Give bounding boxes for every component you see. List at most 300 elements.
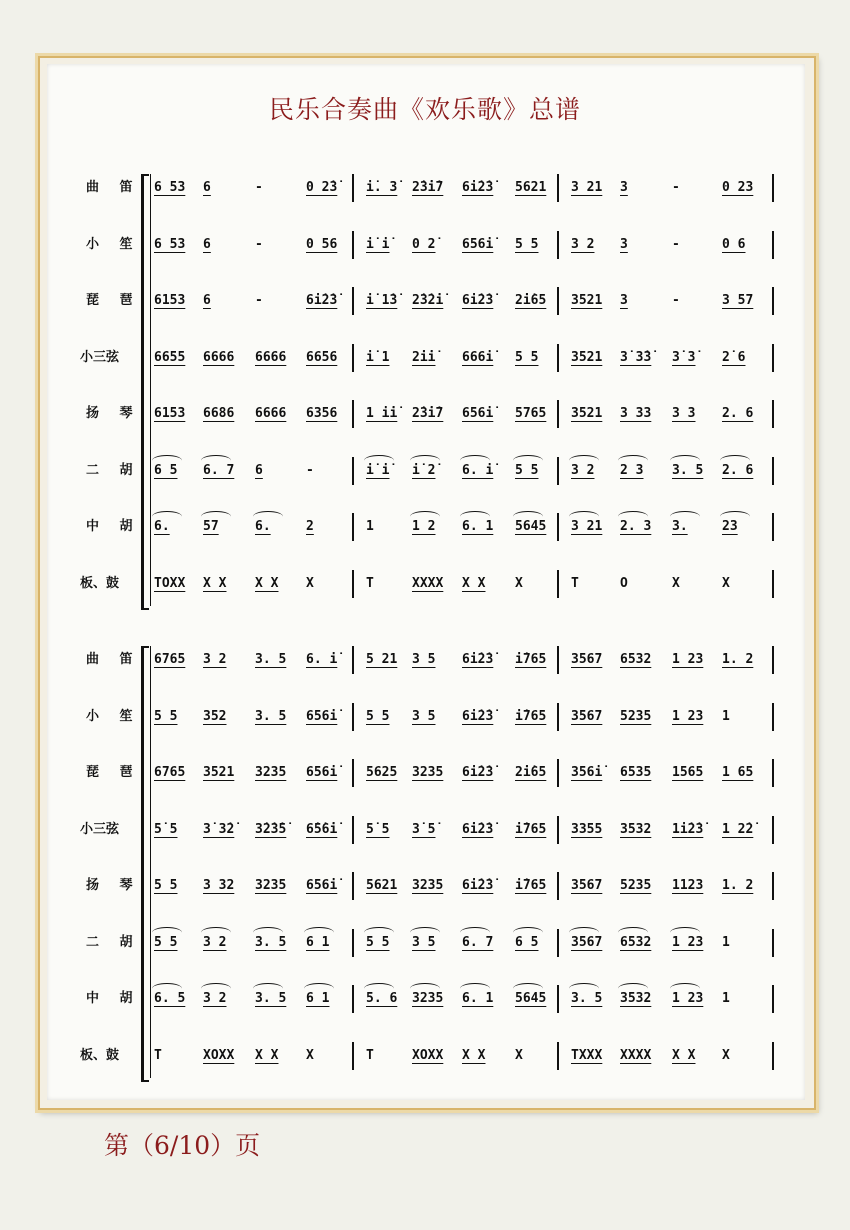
notation-cell: 5235 [620, 878, 652, 893]
staff-row [0, 699, 850, 735]
notation-cell: - [672, 180, 680, 195]
notation-cell: 1 23 [672, 934, 704, 950]
notation-cell: X X [255, 1047, 279, 1063]
instrument-label: 小三弦 [80, 821, 120, 837]
notation-cell: 3. 5 [255, 708, 287, 724]
notation-cell: 0 6 [722, 236, 746, 252]
notation-cell: 6532 [620, 652, 652, 667]
notation-cell: 6. 5 [154, 991, 186, 1006]
notation-cell: 3 2 [203, 652, 227, 667]
notation-cell: 6. i̇ [462, 462, 494, 478]
bar-line [557, 646, 559, 674]
bar-line [772, 344, 774, 372]
notation-cell: 6532 [620, 934, 652, 950]
notation-cell: X [722, 575, 730, 591]
slur-arc [569, 983, 599, 994]
notation-cell: 1 i̇i̇ [366, 406, 398, 421]
bar-line [352, 816, 354, 844]
notation-cell: 5 21 [366, 652, 398, 667]
slur-arc [720, 511, 750, 522]
slur-arc [410, 927, 440, 938]
staff-row [0, 566, 850, 602]
instrument-label: 中 胡 [86, 519, 141, 534]
slur-arc [513, 927, 543, 938]
bar-line [352, 174, 354, 202]
notation-cell: 3355 [571, 821, 603, 837]
notation-cell: 6i̇2̇3̇ [462, 652, 494, 667]
notation-cell: 1i̇2̇3̇ [672, 821, 704, 837]
bar-line [557, 231, 559, 259]
notation-cell: 6 1 [306, 991, 330, 1006]
notation-cell: 656i̇ [462, 236, 494, 252]
instrument-label: 琵 琶 [86, 765, 141, 780]
bar-line [772, 457, 774, 485]
slur-arc [569, 927, 599, 938]
notation-cell: 5 5 [515, 236, 539, 252]
bar-line [772, 703, 774, 731]
staff-row [0, 340, 850, 376]
bar-line [557, 872, 559, 900]
slur-arc [410, 983, 440, 994]
notation-cell: 3 [620, 180, 628, 195]
notation-cell: 6i̇2̇3̇ [462, 765, 494, 780]
notation-cell: 6153 [154, 406, 186, 421]
page-number: 第（6/10）页 [104, 1131, 261, 1160]
notation-cell: 3 2 [203, 991, 227, 1006]
slur-arc [410, 455, 440, 466]
notation-cell: 5̇ 5 [366, 821, 390, 837]
notation-cell: 2̇i̇i̇ [412, 349, 436, 365]
notation-cell: 3 5 [412, 934, 436, 950]
slur-arc [201, 983, 231, 994]
notation-cell: - [255, 180, 263, 195]
slur-arc [152, 455, 182, 466]
notation-cell: 2̇3̇i̇7 [412, 406, 444, 421]
notation-cell: 3. 5 [255, 652, 287, 667]
notation-cell: 3 21 [571, 519, 603, 534]
slur-arc [364, 983, 394, 994]
notation-cell: 2̇3̇2̇i̇ [412, 293, 444, 308]
notation-cell: 6i̇2̇3̇ [462, 708, 494, 724]
notation-cell: 5 5 [366, 934, 390, 950]
slur-arc [618, 927, 648, 938]
notation-cell: 3 2 [203, 934, 227, 950]
notation-cell: 6. 7 [462, 934, 494, 950]
notation-cell: 3 5 [412, 652, 436, 667]
notation-cell: 3567 [571, 934, 603, 950]
notation-cell: 2. 3 [620, 519, 652, 534]
slur-arc [304, 983, 334, 994]
bar-line [772, 985, 774, 1013]
slur-arc [410, 511, 440, 522]
staff-row [0, 981, 850, 1017]
notation-cell: X X [203, 575, 227, 591]
notation-cell: - [672, 293, 680, 308]
slur-arc [618, 983, 648, 994]
notation-cell: 5 5 [154, 878, 178, 893]
notation-cell: 6̇5̇6̇i̇ [306, 821, 338, 837]
notation-cell: 656i̇ [306, 765, 338, 780]
bar-line [772, 816, 774, 844]
notation-cell: 6 53 [154, 180, 186, 195]
notation-cell: 3̇ 3̇2̇ [203, 821, 235, 837]
notation-cell: 2 [306, 519, 314, 534]
instrument-label: 二 胡 [86, 934, 141, 950]
notation-cell: i̇765 [515, 652, 547, 667]
staff-row [0, 227, 850, 263]
bar-line [557, 513, 559, 541]
notation-cell: i̇ 1 [366, 349, 390, 365]
staff-row [0, 925, 850, 961]
notation-cell: 1565 [672, 765, 704, 780]
notation-cell: 1 23 [672, 991, 704, 1006]
notation-cell: 2̇i̇65 [515, 765, 547, 780]
notation-cell: i̇765 [515, 708, 547, 724]
slur-arc [670, 455, 700, 466]
slur-arc [618, 455, 648, 466]
instrument-label: 中 胡 [86, 991, 141, 1006]
staff-row [0, 755, 850, 791]
notation-cell: X X [672, 1047, 696, 1063]
bar-line [557, 985, 559, 1013]
notation-cell: 1 [722, 934, 730, 950]
notation-cell: X [515, 1047, 523, 1063]
slur-arc [618, 511, 648, 522]
notation-cell: T [366, 575, 374, 591]
bar-line [352, 872, 354, 900]
notation-cell: 3567 [571, 652, 603, 667]
notation-cell: 3235 [255, 765, 287, 780]
notation-cell: - [255, 293, 263, 308]
notation-cell: 5645 [515, 519, 547, 534]
notation-cell: 6153 [154, 293, 186, 308]
bar-line [772, 231, 774, 259]
notation-cell: 6i̇2̇3̇ [306, 293, 338, 308]
instrument-label: 曲 笛 [86, 652, 141, 667]
notation-cell: X [722, 1047, 730, 1063]
bar-line [772, 872, 774, 900]
bar-line [557, 344, 559, 372]
notation-cell: 6 [203, 293, 211, 308]
notation-cell: 3 33 [620, 406, 652, 421]
notation-cell: 5235 [620, 708, 652, 724]
notation-cell: 3. [672, 519, 688, 534]
notation-cell: 6 [203, 180, 211, 195]
notation-cell: XXXX [620, 1047, 652, 1063]
staff-row [0, 170, 850, 206]
bar-line [352, 703, 354, 731]
bar-line [557, 287, 559, 315]
notation-cell: 5 5 [515, 349, 539, 365]
notation-cell: 23 [722, 519, 738, 534]
notation-cell: 1. 2 [722, 878, 754, 893]
notation-cell: 0 23 [722, 180, 754, 195]
instrument-label: 小 笙 [86, 236, 141, 252]
notation-cell: X [672, 575, 680, 591]
notation-cell: 5 5 [154, 934, 178, 950]
notation-cell: 3567 [571, 878, 603, 893]
notation-cell: i̇ 2̇ [412, 462, 436, 478]
notation-cell: 57 [203, 519, 219, 534]
page-title: 民乐合奏曲《欢乐歌》总谱 [268, 95, 581, 124]
bar-line [772, 759, 774, 787]
bar-line [557, 759, 559, 787]
slur-arc [152, 511, 182, 522]
notation-cell: 5645 [515, 991, 547, 1006]
notation-cell: 2̇i̇65 [515, 293, 547, 308]
bar-line [772, 1042, 774, 1070]
notation-cell: 6666 [255, 349, 287, 365]
bar-line [557, 174, 559, 202]
bar-line [557, 929, 559, 957]
bar-line [352, 231, 354, 259]
bar-line [557, 400, 559, 428]
notation-cell: 5 5 [515, 462, 539, 478]
slur-arc [670, 511, 700, 522]
bar-line [772, 174, 774, 202]
notation-cell: 656i̇ [306, 878, 338, 893]
staff-row [0, 868, 850, 904]
notation-cell: X X [462, 575, 486, 591]
slur-arc [364, 455, 394, 466]
notation-cell: 6655 [154, 349, 186, 365]
notation-cell: 3521 [571, 406, 603, 421]
notation-cell: 5. 6 [366, 991, 398, 1006]
bar-line [772, 570, 774, 598]
staff-row [0, 453, 850, 489]
slur-arc [460, 511, 490, 522]
notation-cell: i̇ 1̇3̇ [366, 293, 398, 308]
bar-line [352, 400, 354, 428]
notation-cell: 6 [255, 462, 263, 478]
instrument-label: 板、鼓 [80, 1047, 120, 1063]
bar-line [352, 929, 354, 957]
notation-cell: 2̇3̇i̇7 [412, 180, 444, 195]
notation-cell: 5̇ 5 [154, 821, 178, 837]
bar-line [352, 570, 354, 598]
notation-cell: 6. 1 [462, 991, 494, 1006]
notation-cell: 1 2 [412, 519, 436, 534]
notation-cell: 6i̇2̇3̇ [462, 180, 494, 195]
bar-line [352, 1042, 354, 1070]
notation-cell: T [571, 575, 579, 591]
slur-arc [253, 983, 283, 994]
slur-arc [201, 455, 231, 466]
notation-cell: 6. 1 [462, 519, 494, 534]
bar-line [772, 929, 774, 957]
notation-cell: 3235 [255, 878, 287, 893]
notation-cell: - [672, 236, 680, 252]
bar-line [557, 816, 559, 844]
notation-cell: 6. 7 [203, 462, 235, 478]
slur-arc [253, 927, 283, 938]
slur-arc [201, 511, 231, 522]
notation-cell: 5621 [515, 180, 547, 195]
notation-cell: 6. [255, 519, 271, 534]
notation-cell: 6 5 [515, 934, 539, 950]
notation-cell: i̇765 [515, 821, 547, 837]
notation-cell: 6. i̇ [306, 652, 338, 667]
notation-cell: 3̇ 5̇ [412, 821, 436, 837]
bar-line [352, 344, 354, 372]
notation-cell: X [515, 575, 523, 591]
notation-cell: 6. [154, 519, 170, 534]
slur-arc [670, 927, 700, 938]
bar-line [352, 513, 354, 541]
notation-cell: 6 53 [154, 236, 186, 252]
slur-arc [460, 983, 490, 994]
notation-cell: 6̇i̇2̇3̇ [462, 821, 494, 837]
notation-cell: 6356 [306, 406, 338, 421]
notation-cell: X X [462, 1047, 486, 1063]
notation-cell: 352 [203, 708, 227, 724]
instrument-label: 板、鼓 [80, 575, 120, 591]
slur-arc [513, 455, 543, 466]
notation-cell: 3 3 [672, 406, 696, 421]
notation-cell: 2. 6 [722, 462, 754, 478]
notation-cell: 6765 [154, 652, 186, 667]
notation-cell: 3532 [620, 991, 652, 1006]
notation-cell: 1 [366, 519, 374, 534]
notation-cell: i̇ i̇ [366, 236, 390, 252]
notation-cell: XXXX [412, 575, 444, 591]
bar-line [352, 646, 354, 674]
notation-cell: 2. 6 [722, 406, 754, 421]
notation-cell: 3 2 [571, 462, 595, 478]
staff-row [0, 509, 850, 545]
notation-cell: T [366, 1047, 374, 1063]
notation-cell: TOXX [154, 575, 186, 591]
notation-cell: 3 57 [722, 293, 754, 308]
notation-cell: 5765 [515, 406, 547, 421]
slur-arc [201, 927, 231, 938]
notation-cell: 6666 [203, 349, 235, 365]
slur-arc [460, 927, 490, 938]
instrument-label: 小 笙 [86, 708, 141, 724]
slur-arc [513, 511, 543, 522]
instrument-label: 扬 琴 [86, 406, 141, 421]
notation-cell: 1 23 [672, 652, 704, 667]
notation-cell: 656i̇ [306, 708, 338, 724]
notation-cell: 5625 [366, 765, 398, 780]
notation-cell: XOXX [412, 1047, 444, 1063]
notation-cell: 6 [203, 236, 211, 252]
bar-line [352, 759, 354, 787]
notation-cell: i̇ i̇ [366, 462, 390, 478]
notation-cell: i̇. 3̇ [366, 180, 398, 195]
bar-line [352, 287, 354, 315]
notation-cell: 6656 [306, 349, 338, 365]
notation-cell: 3. 5 [255, 991, 287, 1006]
slur-arc [152, 983, 182, 994]
notation-cell: 666i̇ [462, 349, 494, 365]
instrument-label: 琵 琶 [86, 293, 141, 308]
notation-cell: - [306, 462, 314, 478]
notation-cell: 1123 [672, 878, 704, 893]
notation-cell: 0 2̇ [412, 236, 436, 252]
slur-arc [152, 927, 182, 938]
notation-cell: X X [255, 575, 279, 591]
notation-cell: 6i̇2̇3̇ [462, 293, 494, 308]
slur-arc [253, 511, 283, 522]
notation-cell: 1 [722, 991, 730, 1006]
notation-cell: 5 5 [366, 708, 390, 724]
instrument-label: 曲 笛 [86, 180, 141, 195]
notation-cell: 3̇ 3̇3̇ [620, 349, 652, 365]
notation-cell: 656i̇ [462, 406, 494, 421]
notation-cell: 2 3 [620, 462, 644, 478]
notation-cell: 1 2̇2̇ [722, 821, 754, 837]
instrument-label: 小三弦 [80, 349, 120, 365]
slur-arc [304, 927, 334, 938]
notation-cell: 3521 [571, 293, 603, 308]
staff-row [0, 642, 850, 678]
slur-arc [720, 455, 750, 466]
notation-cell: 3235 [412, 878, 444, 893]
slur-arc [460, 455, 490, 466]
slur-arc [569, 511, 599, 522]
notation-cell: 2̇ 6 [722, 349, 746, 365]
bar-line [772, 400, 774, 428]
bar-line [352, 985, 354, 1013]
notation-cell: 3235 [412, 765, 444, 780]
notation-cell: 3567 [571, 708, 603, 724]
notation-cell: X [306, 575, 314, 591]
bar-line [772, 287, 774, 315]
bar-line [557, 457, 559, 485]
notation-cell: TXXX [571, 1047, 603, 1063]
notation-cell: X [306, 1047, 314, 1063]
notation-cell: XOXX [203, 1047, 235, 1063]
staff-row [0, 283, 850, 319]
notation-cell: 6 5 [154, 462, 178, 478]
notation-cell: 3 21 [571, 180, 603, 195]
notation-cell: 3 2 [571, 236, 595, 252]
slur-arc [670, 983, 700, 994]
staff-row [0, 1038, 850, 1074]
notation-cell: 3235 [412, 991, 444, 1006]
notation-cell: T [154, 1047, 162, 1063]
notation-cell: 3 [620, 236, 628, 252]
notation-cell: 3. 5 [571, 991, 603, 1006]
notation-cell: 6686 [203, 406, 235, 421]
staff-row [0, 812, 850, 848]
notation-cell: 3̇ 3̇ [672, 349, 696, 365]
instrument-label: 二 胡 [86, 462, 141, 478]
notation-cell: 3̇2̇3̇5̇ [255, 821, 287, 837]
notation-cell: 5621 [366, 878, 398, 893]
notation-cell: - [255, 236, 263, 252]
slur-arc [513, 983, 543, 994]
notation-cell: i̇765 [515, 878, 547, 893]
notation-cell: 6 1 [306, 934, 330, 950]
notation-cell: 1 [722, 708, 730, 724]
notation-cell: 356i̇ [571, 765, 603, 780]
notation-cell: 3521 [203, 765, 235, 780]
notation-cell: 3. 5 [255, 934, 287, 950]
slur-arc [364, 927, 394, 938]
notation-cell: 3532 [620, 821, 652, 837]
notation-cell: 0 2̇3̇ [306, 180, 338, 195]
notation-cell: O [620, 575, 628, 591]
notation-cell: 3. 5 [672, 462, 704, 478]
notation-cell: 3 [620, 293, 628, 308]
bar-line [557, 703, 559, 731]
bar-line [557, 1042, 559, 1070]
notation-cell: 1. 2 [722, 652, 754, 667]
instrument-label: 扬 琴 [86, 878, 141, 893]
notation-cell: 3521 [571, 349, 603, 365]
